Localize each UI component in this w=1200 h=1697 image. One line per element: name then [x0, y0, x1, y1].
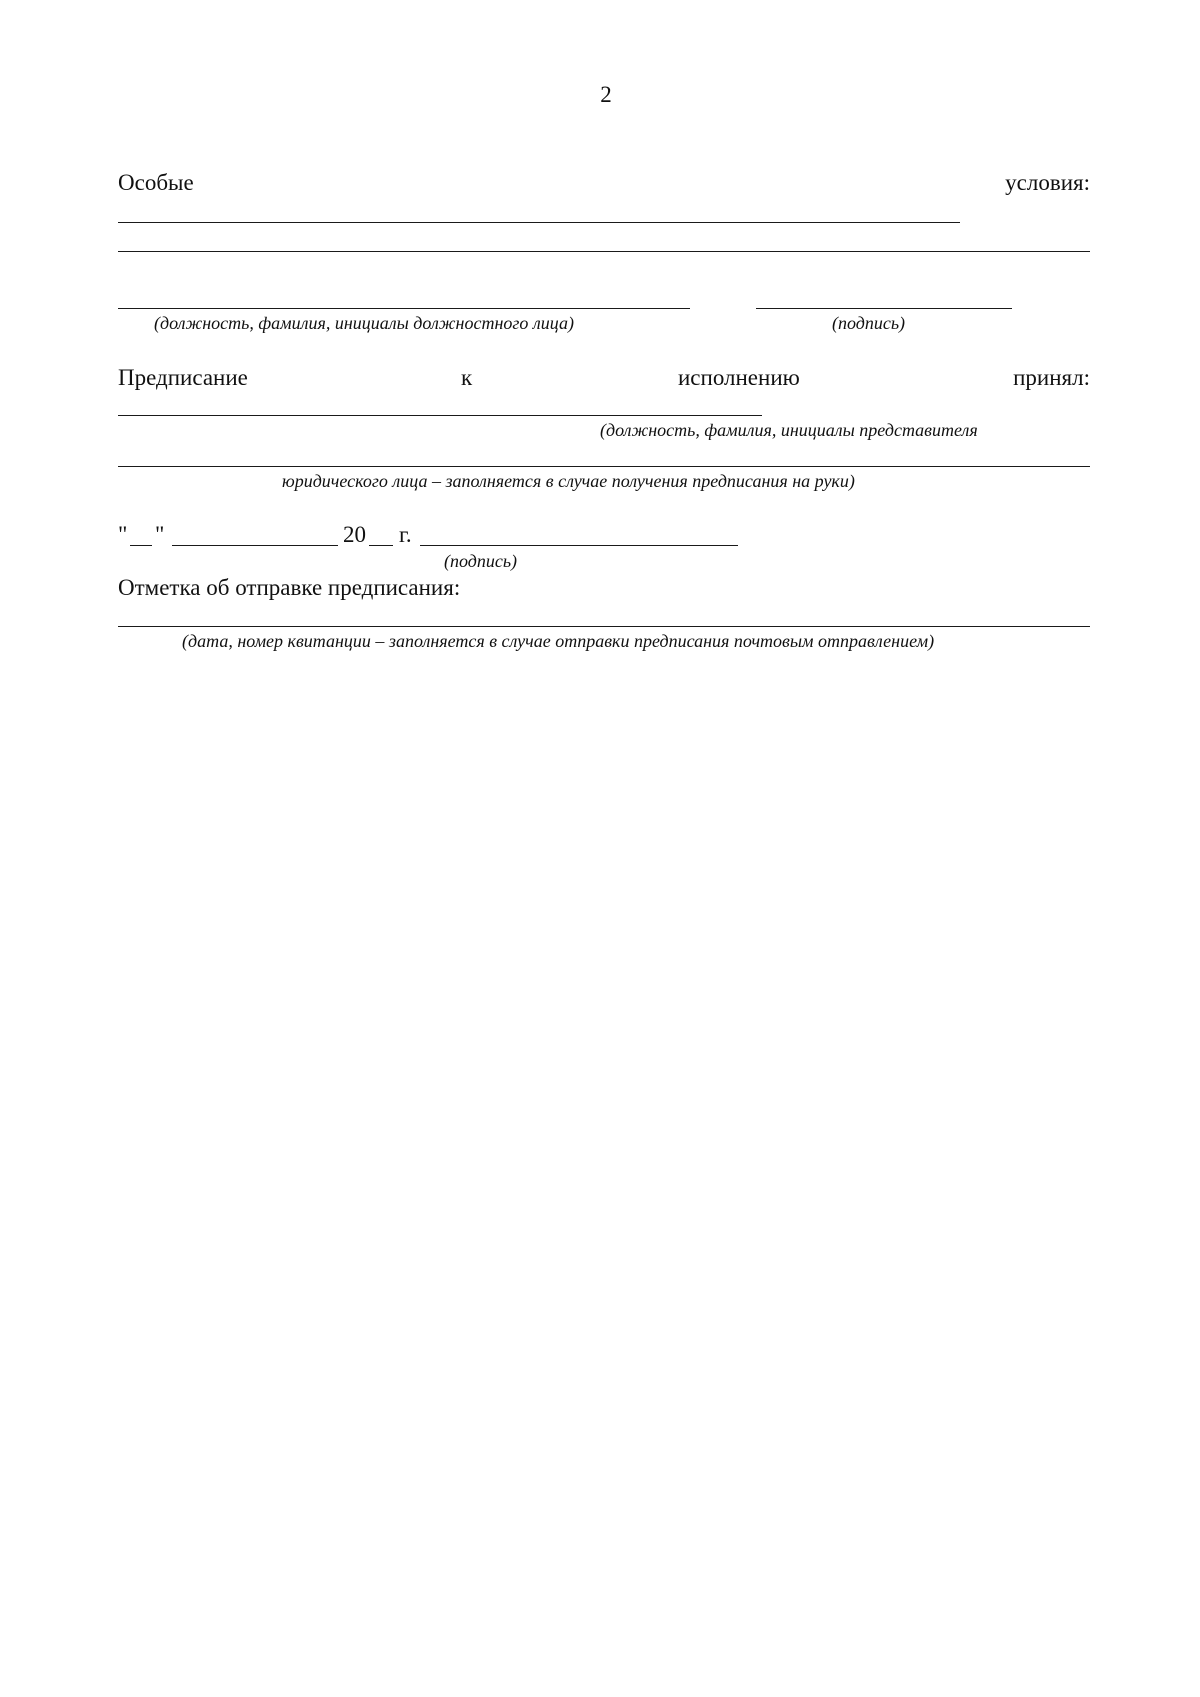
accepted-word-3: исполнению — [678, 365, 800, 390]
representative-caption-2: юридического лица – заполняется в случае получения предписания на руки) — [282, 471, 855, 491]
official-name-caption: (должность, фамилия, инициалы должностного лица) — [154, 313, 574, 333]
special-conditions-label: Особые — [118, 170, 194, 195]
accepted-word-4: принял: — [1013, 365, 1090, 390]
date-quote-close: " — [155, 522, 165, 547]
official-signature-caption: (подпись) — [832, 313, 906, 333]
special-conditions-colon-label: условия: — [1005, 170, 1090, 195]
special-conditions-line-1[interactable] — [118, 222, 960, 223]
page-number: 2 — [600, 82, 612, 107]
special-conditions-line-2[interactable] — [118, 251, 1090, 252]
date-signature-line[interactable] — [420, 545, 738, 546]
official-signature-line[interactable] — [756, 308, 1012, 309]
accepted-word-2: к — [461, 365, 473, 390]
official-name-line[interactable] — [118, 308, 690, 309]
representative-line-1[interactable] — [118, 415, 762, 416]
representative-caption-1: (должность, фамилия, инициалы представителя — [600, 420, 978, 440]
accepted-word-1: Предписание — [118, 365, 248, 390]
date-year-line[interactable] — [369, 545, 393, 546]
dispatch-label: Отметка об отправке предписания: — [118, 575, 461, 600]
date-year-prefix: 20 — [343, 522, 366, 547]
date-signature-caption: (подпись) — [444, 551, 518, 571]
date-day-line[interactable] — [130, 545, 152, 546]
date-year-suffix: г. — [399, 522, 412, 547]
dispatch-line[interactable] — [118, 626, 1090, 627]
date-month-line[interactable] — [172, 545, 338, 546]
date-quote-open: " — [118, 522, 128, 547]
dispatch-caption: (дата, номер квитанции – заполняется в случае отправки предписания почтовым отправлением) — [182, 631, 935, 651]
representative-line-2[interactable] — [118, 466, 1090, 467]
